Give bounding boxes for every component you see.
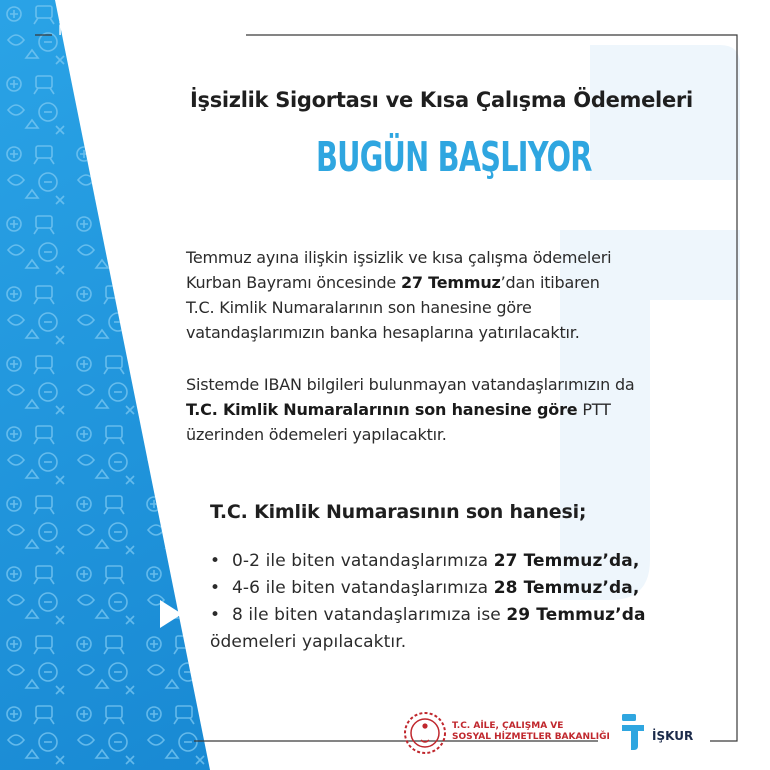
schedule-heading: T.C. Kimlik Numarasının son hanesi;: [210, 501, 587, 523]
paragraph-line: üzerinden ödemeleri yapılacaktır.: [186, 425, 447, 444]
announcement-paragraph: [186, 245, 611, 345]
tagline: İŞKUR Daima Yanınızda: [58, 23, 222, 39]
list-trailer: ödemeleri yapılacaktır.: [210, 632, 407, 652]
paragraph-line: Sistemde IBAN bilgileri bulunmayan vatandaşlarımızın da: [186, 375, 635, 394]
ministry-name: T.C. AİLE, ÇALIŞMA VE SOSYAL HİZMETLER BAKANLIĞI: [452, 721, 610, 742]
ptt-paragraph: [186, 372, 635, 447]
headline: BUGÜN BAŞLIYOR: [316, 133, 592, 181]
iskur-logo-icon: [620, 712, 652, 752]
paragraph-line: Temmuz ayına ilişkin işsizlik ve kısa çalışma ödemeleri: [186, 248, 612, 267]
paragraph-line: T.C. Kimlik Numaralarının son hanesine göre PTT: [186, 400, 611, 419]
paragraph-line: T.C. Kimlik Numaralarının son hanesine göre: [186, 298, 532, 317]
id-highlight: T.C. Kimlik Numaralarının son hanesine göre: [186, 400, 578, 419]
page-title: İşsizlik Sigortası ve Kısa Çalışma Ödemeleri: [190, 88, 693, 112]
list-item: • 0-2 ile biten vatandaşlarımıza 27 Temmuz’da,: [210, 548, 646, 575]
ministry-emblem-icon: [402, 710, 448, 756]
list-item: • 4-6 ile biten vatandaşlarımıza 28 Temmuz’da,: [210, 575, 646, 602]
date-highlight: 27 Temmuz: [400, 273, 501, 292]
list-item: • 8 ile biten vatandaşlarımıza ise 29 Temmuz’da: [210, 602, 646, 629]
paragraph-line: vatandaşlarımızın banka hesaplarına yatırılacaktır.: [186, 323, 580, 342]
iskur-label: İŞKUR: [652, 729, 694, 743]
bullet-icon: •: [210, 578, 221, 598]
schedule-list: [210, 548, 646, 656]
paragraph-line: Kurban Bayramı öncesinde 27 Temmuz’dan itibaren: [186, 273, 600, 292]
bullet-icon: •: [210, 551, 221, 571]
bullet-icon: •: [210, 605, 221, 625]
